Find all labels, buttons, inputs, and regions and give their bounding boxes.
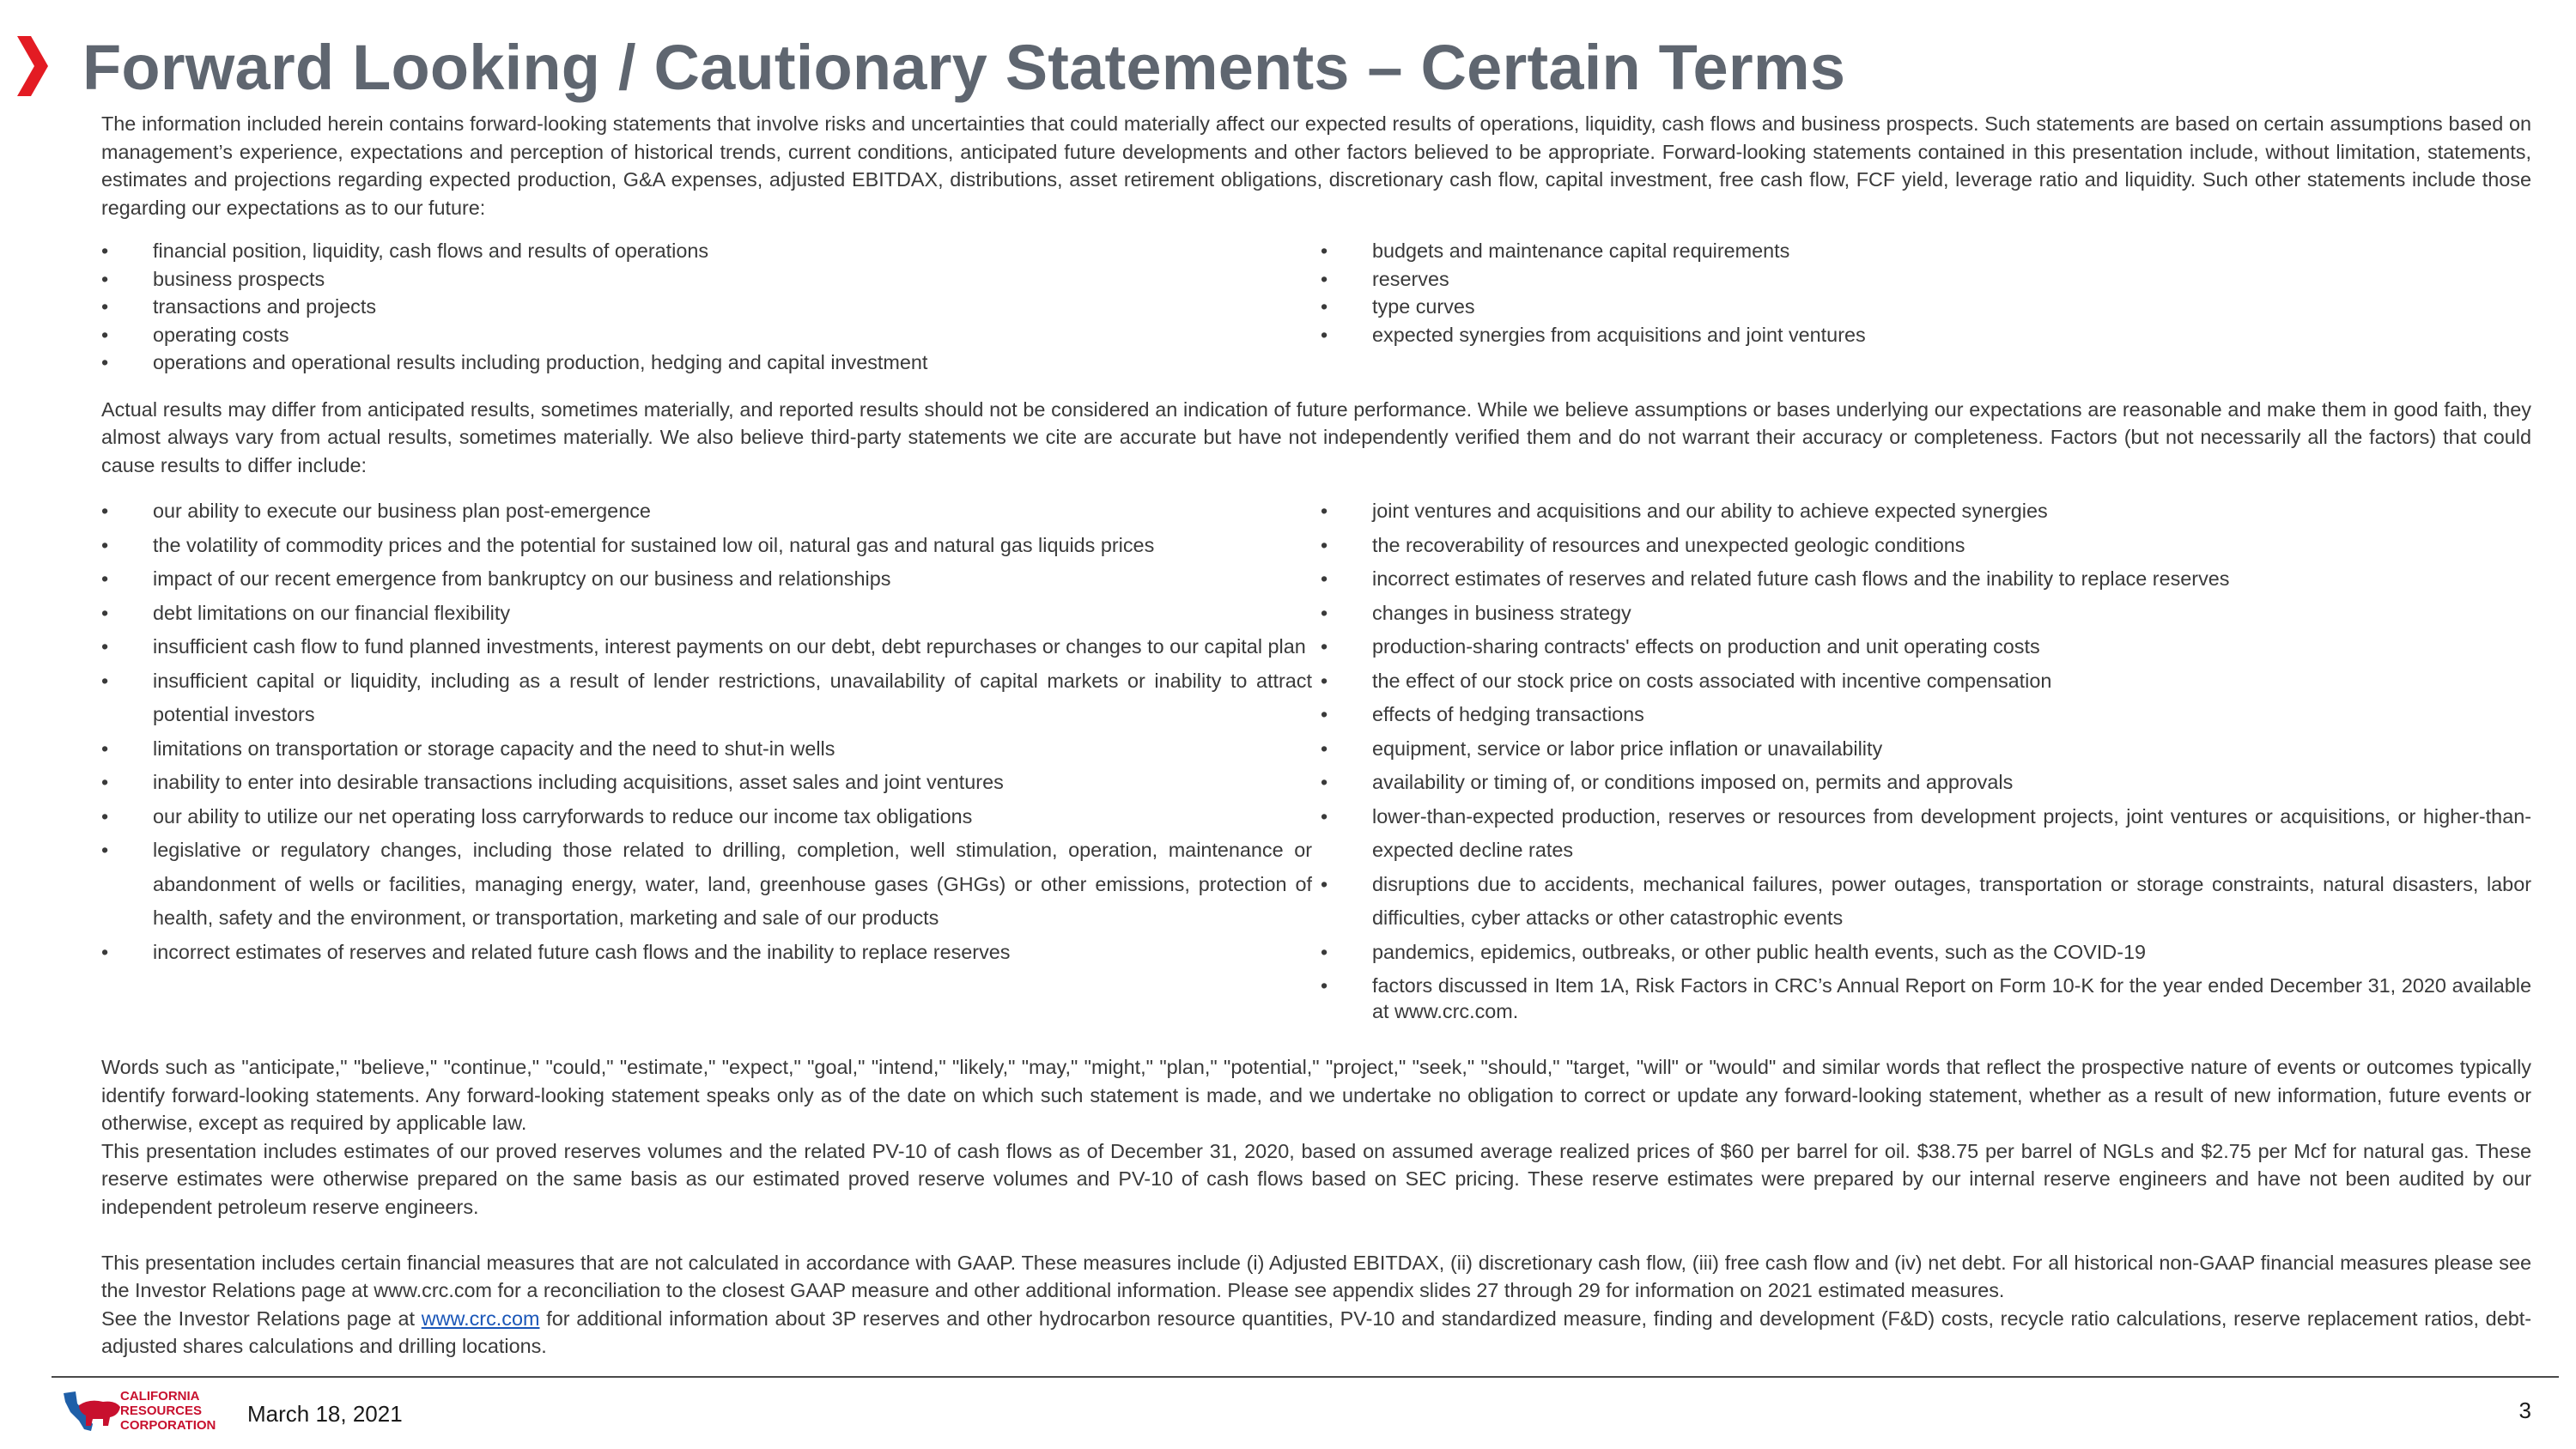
footer-divider	[52, 1376, 2559, 1378]
crc-website-link[interactable]: www.crc.com	[421, 1307, 540, 1330]
company-logo-text	[120, 1389, 216, 1433]
list-item: • reserves	[1321, 265, 2531, 294]
list-item: • changes in business strategy	[1321, 597, 2531, 631]
list-item: • pandemics, epidemics, outbreaks, or other public health events, such as the COVID-19	[1321, 936, 2531, 970]
list-item: • the recoverability of resources and unexpected geologic conditions	[1321, 529, 2531, 563]
expectations-right-column	[1321, 237, 2531, 377]
ir-prefix-text: See the Investor Relations page at	[101, 1307, 422, 1330]
investor-relations-paragraph	[101, 1305, 2531, 1361]
list-item: • impact of our recent emergence from bankruptcy on our business and relationships	[101, 562, 1312, 597]
presentation-date: March 18, 2021	[247, 1401, 403, 1427]
list-item: • transactions and projects	[101, 293, 1312, 321]
ir-suffix-text: for additional information about 3P reserves and other hydrocarbon resource quantities, PV-10 and standardized measure, finding and development (F&D) costs, recycle ratio calculations, reserve replacement ratios, debt-adjusted shares calculations and drilling locations.	[101, 1307, 2531, 1357]
list-item: • production-sharing contracts' effects on production and unit operating costs	[1321, 630, 2531, 664]
list-item: • budgets and maintenance capital requirements	[1321, 237, 2531, 265]
list-item: • type curves	[1321, 293, 2531, 321]
actual-results-paragraph: Actual results may differ from anticipated results, sometimes materially, and reported results should not be considered an indication of future performance. While we believe assumptions or bases underlying our expectations are reasonable and make them in good faith, they almost always vary from actual results, sometimes materially. We also believe third-party statements we cite are accurate but have not independently verified them and do not warrant their accuracy or completeness. Factors (but not necessarily all the factors) that could cause results to differ include:	[101, 397, 2531, 476]
risk-factors-list	[101, 494, 2531, 1024]
list-item: • inability to enter into desirable transactions including acquisitions, asset sales and joint ventures	[101, 766, 1312, 800]
expectations-left-column	[101, 237, 1312, 377]
list-item: • joint ventures and acquisitions and our ability to achieve expected synergies	[1321, 494, 2531, 529]
non-gaap-paragraph: This presentation includes certain financial measures that are not calculated in accordance with GAAP. These measures include (i) Adjusted EBITDAX, (ii) discretionary cash flow, (iii) free cash flow and (iv) net debt. For all historical non-GAAP financial measures please see the Investor Relations page at www.crc.com for a reconciliation to the closest GAAP measure and other additional information. Please see appendix slides 27 through 29 for information on 2021 estimated measures.	[101, 1251, 2531, 1301]
list-item: • equipment, service or labor price inflation or unavailability	[1321, 732, 2531, 767]
list-item: • lower-than-expected production, reserves or resources from development projects, joint ventures or acquisitions, or higher-than-expected decline rates	[1321, 800, 2531, 868]
page-title: Forward Looking / Cautionary Statements – Certain Terms	[82, 32, 1846, 103]
list-item: • operations and operational results including production, hedging and capital investment	[101, 349, 1312, 377]
list-item: • legislative or regulatory changes, including those related to drilling, completion, well stimulation, operation, maintenance or abandonment of wells or facilities, managing energy, water, land, greenhouse gases (GHGs) or other emissions, protection of health, safety and the environment, or transportation, marketing and sale of our products	[101, 834, 1312, 936]
list-item: • factors discussed in Item 1A, Risk Factors in CRC’s Annual Report on Form 10-K for the year ended December 31, 2020 available at www.crc.com.	[1321, 973, 2531, 1024]
list-item: • business prospects	[101, 265, 1312, 294]
forward-looking-words-paragraph: Words such as "anticipate," "believe," "continue," "could," "estimate," "expect," "goal," "intend," "likely," "may," "might," "plan," "potential," "project," "seek," "should," "target, "will" or "would" and similar words that reflect the prospective nature of events or outcomes typically identify forward-looking statements. Any forward-looking statement speaks only as of the date on which such statement is made, and we undertake no obligation to correct or update any forward-looking statement, whether as a result of new information, future events or otherwise, except as required by applicable law.	[101, 1056, 2531, 1134]
risk-factors-left-column	[101, 494, 1312, 1024]
list-item: • operating costs	[101, 321, 1312, 349]
list-item: • debt limitations on our financial flexibility	[101, 597, 1312, 631]
list-item: • our ability to utilize our net operating loss carryforwards to reduce our income tax obligations	[101, 800, 1312, 834]
chevron-right-icon	[17, 36, 48, 96]
list-item: • our ability to execute our business plan post-emergence	[101, 494, 1312, 529]
list-item: • incorrect estimates of reserves and related future cash flows and the inability to replace reserves	[101, 936, 1312, 970]
list-item: • insufficient cash flow to fund planned investments, interest payments on our debt, debt repurchases or changes to our capital plan	[101, 630, 1312, 664]
list-item: • effects of hedging transactions	[1321, 698, 2531, 732]
list-item: • the effect of our stock price on costs associated with incentive compensation	[1321, 664, 2531, 699]
list-item: • disruptions due to accidents, mechanical failures, power outages, transportation or storage constraints, natural disasters, labor difficulties, cyber attacks or other catastrophic events	[1321, 868, 2531, 936]
list-item: • the volatility of commodity prices and the potential for sustained low oil, natural gas and natural gas liquids prices	[101, 529, 1312, 563]
logo-line-1: CALIFORNIA	[120, 1389, 200, 1404]
list-item: • limitations on transportation or storage capacity and the need to shut-in wells	[101, 732, 1312, 767]
list-item: • incorrect estimates of reserves and related future cash flows and the inability to replace reserves	[1321, 562, 2531, 597]
intro-paragraph: The information included herein contains forward-looking statements that involve risks and uncertainties that could materially affect our expected results of operations, liquidity, cash flows and business prospects. Such statements are based on certain assumptions based on management’s experience, expectations and perception of historical trends, current conditions, anticipated future developments and other factors believed to be appropriate. Forward-looking statements contained in this presentation include, without limitation, statements, estimates and projections regarding expected production, G&A expenses, adjusted EBITDAX, distributions, asset retirement obligations, discretionary cash flow, capital investment, free cash flow, FCF yield, leverage ratio and liquidity. Such other statements include those regarding our expectations as to our future:	[101, 112, 2531, 219]
list-item: • expected synergies from acquisitions and joint ventures	[1321, 321, 2531, 349]
page-number: 3	[2518, 1397, 2531, 1423]
list-item: • insufficient capital or liquidity, including as a result of lender restrictions, unavailability of capital markets or inability to attract potential investors	[101, 664, 1312, 732]
risk-factors-right-column	[1321, 494, 2531, 1024]
logo-line-3: CORPORATION	[120, 1418, 216, 1433]
reserves-estimates-paragraph: This presentation includes estimates of our proved reserves volumes and the related PV-10 of cash flows as of December 31, 2020, based on assumed average realized prices of $60 per barrel for oil. $38.75 per barrel of NGLs and $2.75 per Mcf for natural gas. These reserve estimates were otherwise prepared on the same basis as our estimated proved reserve volumes and PV-10 of cash flows based on SEC pricing. These reserve estimates were prepared by our internal reserve engineers and have not been audited by our independent petroleum reserve engineers.	[101, 1139, 2531, 1218]
list-item: • availability or timing of, or conditions imposed on, permits and approvals	[1321, 766, 2531, 800]
list-item: • financial position, liquidity, cash flows and results of operations	[101, 237, 1312, 265]
logo-line-2: RESOURCES	[120, 1404, 203, 1418]
disclaimer-body	[101, 110, 2531, 1361]
expectations-list	[101, 237, 2531, 377]
